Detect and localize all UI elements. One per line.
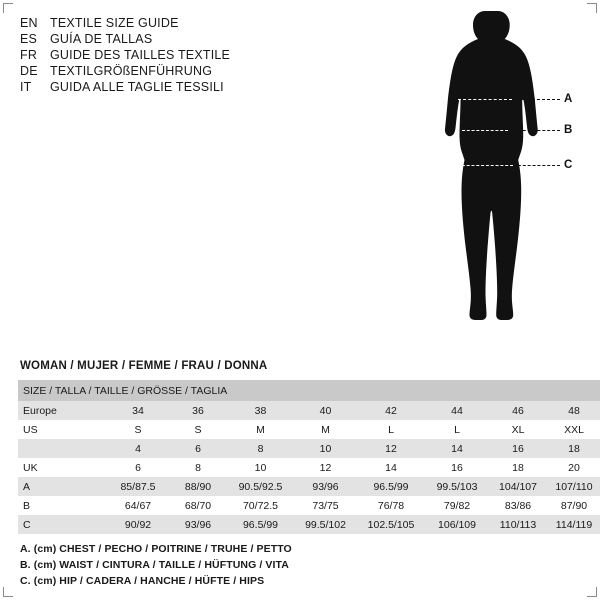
cell: 16	[424, 458, 490, 477]
table-header-row	[18, 380, 600, 401]
cell: XXL	[546, 420, 600, 439]
cell: S	[168, 420, 228, 439]
cell: 83/86	[490, 496, 546, 515]
row-label: Europe	[18, 401, 108, 420]
table-row	[18, 420, 600, 439]
cell: 73/75	[293, 496, 358, 515]
title-lang-en: EN	[20, 16, 38, 30]
cell: 87/90	[546, 496, 600, 515]
cell: 14	[358, 458, 424, 477]
cell: XL	[490, 420, 546, 439]
table-row	[18, 496, 600, 515]
footnote-a: A. (cm) CHEST / PECHO / POITRINE / TRUHE / PETTO	[20, 543, 292, 555]
cell: 102.5/105	[358, 515, 424, 534]
measure-label-b: B	[564, 124, 573, 136]
cell: 44	[424, 401, 490, 420]
title-lang-it: IT	[20, 80, 32, 94]
measure-line-b-outer	[508, 130, 560, 131]
title-lang-de: DE	[20, 64, 38, 78]
cell: 36	[168, 401, 228, 420]
title-text-it: GUIDA ALLE TAGLIE TESSILI	[50, 80, 224, 94]
title-row-de	[20, 64, 350, 78]
row-label: US	[18, 420, 108, 439]
measure-line-c-outer	[513, 165, 560, 166]
cell: 6	[108, 458, 168, 477]
table-row	[18, 401, 600, 420]
cell: 68/70	[168, 496, 228, 515]
row-label	[18, 439, 108, 458]
cell: M	[293, 420, 358, 439]
size-table-wrap	[18, 380, 593, 534]
cell: 99.5/102	[293, 515, 358, 534]
cell: 12	[293, 458, 358, 477]
row-label: UK	[18, 458, 108, 477]
cell: 99.5/103	[424, 477, 490, 496]
cell: 10	[228, 458, 293, 477]
title-row-es	[20, 32, 350, 46]
cell: L	[358, 420, 424, 439]
corner-mark-bottom-left	[3, 587, 13, 597]
table-row	[18, 458, 600, 477]
cell: 16	[490, 439, 546, 458]
cell: 42	[358, 401, 424, 420]
cell: 12	[358, 439, 424, 458]
title-block	[20, 16, 350, 96]
cell: 93/96	[168, 515, 228, 534]
cell: 4	[108, 439, 168, 458]
table-row	[18, 439, 600, 458]
row-label: B	[18, 496, 108, 515]
cell: 107/110	[546, 477, 600, 496]
cell: 8	[228, 439, 293, 458]
section-heading-woman: WOMAN / MUJER / FEMME / FRAU / DONNA	[20, 360, 268, 372]
table-header-label: SIZE / TALLA / TAILLE / GRÖSSE / TAGLIA	[18, 380, 600, 401]
measure-line-a-inner	[458, 99, 512, 100]
cell: 90/92	[108, 515, 168, 534]
cell: 64/67	[108, 496, 168, 515]
title-lang-es: ES	[20, 32, 38, 46]
cell: M	[228, 420, 293, 439]
footnote-b: B. (cm) WAIST / CINTURA / TAILLE / HÜFTUNG / VITA	[20, 559, 289, 571]
cell: 48	[546, 401, 600, 420]
cell: 46	[490, 401, 546, 420]
cell: 114/119	[546, 515, 600, 534]
figure-wrap	[400, 8, 590, 373]
table-row	[18, 515, 600, 534]
cell: 18	[546, 439, 600, 458]
title-text-fr: GUIDE DES TAILLES TEXTILE	[50, 48, 231, 62]
cell: 106/109	[424, 515, 490, 534]
cell: 40	[293, 401, 358, 420]
row-label: A	[18, 477, 108, 496]
title-row-fr	[20, 48, 350, 62]
title-text-de: TEXTILGRÖßENFÜHRUNG	[50, 64, 213, 78]
cell: 6	[168, 439, 228, 458]
cell: 76/78	[358, 496, 424, 515]
title-text-es: GUÍA DE TALLAS	[50, 32, 153, 46]
measure-label-a: A	[564, 93, 573, 105]
cell: 70/72.5	[228, 496, 293, 515]
cell: L	[424, 420, 490, 439]
woman-silhouette-icon	[430, 8, 540, 373]
footnotes	[20, 543, 580, 591]
title-row-en	[20, 16, 350, 30]
cell: 34	[108, 401, 168, 420]
cell: 93/96	[293, 477, 358, 496]
corner-mark-top-left	[3, 3, 13, 13]
corner-mark-bottom-right	[587, 587, 597, 597]
cell: 10	[293, 439, 358, 458]
cell: S	[108, 420, 168, 439]
title-text-en: TEXTILE SIZE GUIDE	[50, 16, 179, 30]
cell: 85/87.5	[108, 477, 168, 496]
cell: 38	[228, 401, 293, 420]
measure-line-b-inner	[462, 130, 508, 131]
title-row-it	[20, 80, 350, 94]
cell: 8	[168, 458, 228, 477]
cell: 90.5/92.5	[228, 477, 293, 496]
cell: 96.5/99	[358, 477, 424, 496]
cell: 110/113	[490, 515, 546, 534]
cell: 79/82	[424, 496, 490, 515]
cell: 104/107	[490, 477, 546, 496]
cell: 18	[490, 458, 546, 477]
cell: 96.5/99	[228, 515, 293, 534]
cell: 14	[424, 439, 490, 458]
title-lang-fr: FR	[20, 48, 38, 62]
cell: 20	[546, 458, 600, 477]
cell: 88/90	[168, 477, 228, 496]
row-label: C	[18, 515, 108, 534]
size-table	[18, 380, 600, 534]
measure-label-c: C	[564, 159, 573, 171]
measure-line-a-outer	[512, 99, 560, 100]
footnote-c: C. (cm) HIP / CADERA / HANCHE / HÜFTE / HIPS	[20, 575, 265, 587]
measure-line-c-inner	[457, 165, 513, 166]
table-row	[18, 477, 600, 496]
